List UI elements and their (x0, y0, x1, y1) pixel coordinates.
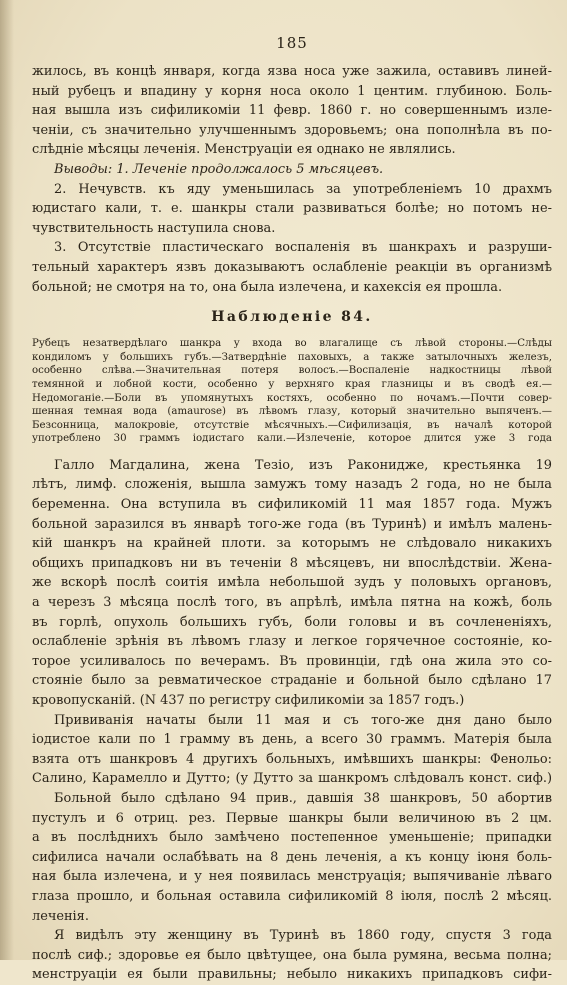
text-line: ченіи, съ значительно улучшеннымъ здоровьемъ; она пополнѣла въ по- (32, 122, 552, 138)
text-line: Прививанія начаты были 11 мая и съ того-же дня дано было (54, 712, 552, 728)
summary-line: Безсонница, малокровіе, отсутствіе мѣсячныхъ.—Сифилизація, въ началѣ которой (32, 419, 552, 431)
summary-line: Рубецъ незатвердѣлаго шанкра у входа во влагалище съ лѣвой стороны.—Слѣды (32, 338, 552, 350)
text-line: а черезъ 3 мѣсяца послѣ того, въ апрѣлѣ, имѣла пятна на кожѣ, боль (32, 595, 552, 611)
text-line: глаза прошло, и больная оставила сифиликомій 8 іюля, послѣ 2 мѣсяц. (32, 888, 552, 904)
text-line: 2. Нечувств. къ яду уменьшилась за употребленіемъ 10 драхмъ (54, 181, 552, 197)
text-line: больной; не смотря на то, она была излечена, и кахексія ея прошла. (32, 279, 503, 295)
text-line: беременна. Она вступила въ сифиликомій 11 мая 1857 года. Мужъ (32, 497, 552, 513)
text-line: чувствительность наступила снова. (32, 220, 276, 236)
observation-heading: Наблюденіе 84. (211, 309, 373, 326)
text-line: взята отъ шанкровъ 4 другихъ больныхъ, имѣвшихъ шанкры: Фенольо: (32, 751, 552, 767)
case-body (32, 456, 552, 985)
text-line: кровопусканій. (N 437 по регистру сифиликоміи за 1857 годъ.) (32, 693, 465, 708)
summary-line: темянной и лобной кости, особенно у верхняго края глазницы и въ сводѣ ея.— (32, 378, 552, 390)
text-line: юдистаго кали, т. е. шанкры стали развиваться болѣе; но потомъ не- (32, 201, 552, 217)
text-line: а въ послѣднихъ было замѣчено постепенное уменьшеніе; припадки (32, 830, 552, 846)
summary-line: Недомоганіе.—Боли въ упомянутыхъ костяхъ, особенно по ночамъ.—Почти совер- (32, 392, 552, 404)
text-line: лѣтъ, лимф. сложенія, вышла замужъ тому назадъ 2 года, но не была (32, 477, 552, 493)
summary-line: шенная темная вода (amaurose) въ лѣвомъ глазу, который значительно выпяченъ.— (32, 406, 552, 418)
text-line: Я видѣлъ эту женщину въ Туринѣ въ 1860 году, спустя 3 года (54, 928, 552, 944)
text-line: леченія. (32, 908, 89, 924)
text-line: больной заразился въ январѣ того-же года (въ Туринѣ) и имѣлъ малень- (32, 516, 552, 532)
page-number: 185 (276, 34, 308, 52)
text-line: Галло Магдалина, жена Тезіо, изъ Раконидже, крестьянка 19 (54, 457, 552, 473)
case-summary (32, 337, 552, 446)
text-line: тельный характеръ язвъ доказываютъ ослабленіе реакціи въ организмѣ (32, 259, 552, 275)
text-line: іодистое кали по 1 грамму въ день, а всего 30 граммъ. Матерія была (32, 732, 552, 748)
text-line: ный рубецъ и впадину у корня носа около 1 центим. глубиною. Боль- (32, 83, 552, 99)
summary-line: особенно слѣва.—Значительная потеря волосъ.—Воспаленіе надкостницы лѣвой (32, 365, 552, 377)
page-gutter-shadow (0, 0, 14, 960)
text-line: слѣдніе мѣсяцы леченія. Менструаціи ея однако не являлись. (32, 142, 456, 158)
text-line: ная вышла изъ сифиликоміи 11 февр. 1860 г. но совершеннымъ изле- (32, 103, 552, 119)
text-line: ослабленіе зрѣнія въ лѣвомъ глазу и легкое горячечное состояніе, ко- (32, 634, 552, 650)
summary-line: кондиломъ у большихъ губъ.—Затвердѣніе паховыхъ, а также затылочныхъ железъ, (32, 351, 552, 363)
text-line: менструаціи ея были правильны; небыло никакихъ припадковъ сифи- (32, 967, 552, 983)
conclusions-block (32, 160, 552, 297)
text-line: общихъ припадковъ ни въ теченіи 8 мѣсяцевъ, ни впослѣдствіи. Жена- (32, 555, 552, 571)
intro-paragraph (32, 62, 552, 160)
text-line: 3. Отсутствіе пластическаго воспаленія въ шанкрахъ и разруши- (54, 240, 552, 256)
text-line: въ горлѣ, опухоль большихъ губъ, боли головы и въ сочлененіяхъ, (32, 614, 552, 630)
page-content (32, 34, 552, 985)
text-line: кій шанкръ на крайней плоти. за которымъ не слѣдовало никакихъ (32, 536, 552, 552)
text-line: Салино, Карамелло и Дутто; (у Дутто за шанкромъ слѣдовалъ конст. сиф.) (32, 771, 552, 787)
text-line: послѣ сиф.; здоровье ея было цвѣтущее, она была румяна, весьма полна; (32, 947, 552, 963)
text-line: стояніе было за ревматическое страданіе и больной было сдѣлано 17 (32, 673, 552, 689)
text-line: торое усиливалось по вечерамъ. Въ провинціи, гдѣ она жила это со- (32, 653, 552, 669)
text-line: же вскорѣ послѣ соитія имѣла небольшой зудъ у половыхъ органовъ, (32, 575, 552, 591)
conclusions-title-line: Выводы: 1. Леченіе продолжалось 5 мѣсяцевъ. (54, 161, 384, 177)
text-line: пустулъ и 6 отриц. рез. Первые шанкры были величиною въ 2 цм. (32, 810, 552, 826)
text-line: ная была излечена, и у нея появилась менструація; выпячиваніе лѣваго (32, 869, 552, 885)
text-line: жилось, въ концѣ января, когда язва носа уже зажила, оставивъ линей- (32, 64, 552, 79)
summary-line: употреблено 30 граммъ іодистаго кали.—Излеченіе, которое длится уже 3 года (32, 433, 552, 445)
spacer (32, 446, 552, 456)
text-line: сифилиса начали ослабѣвать на 8 день леченія, а къ концу іюня боль- (32, 849, 552, 865)
text-line: Больной было сдѣлано 94 прив., давшія 38 шанкровъ, 50 абортив (54, 790, 552, 806)
